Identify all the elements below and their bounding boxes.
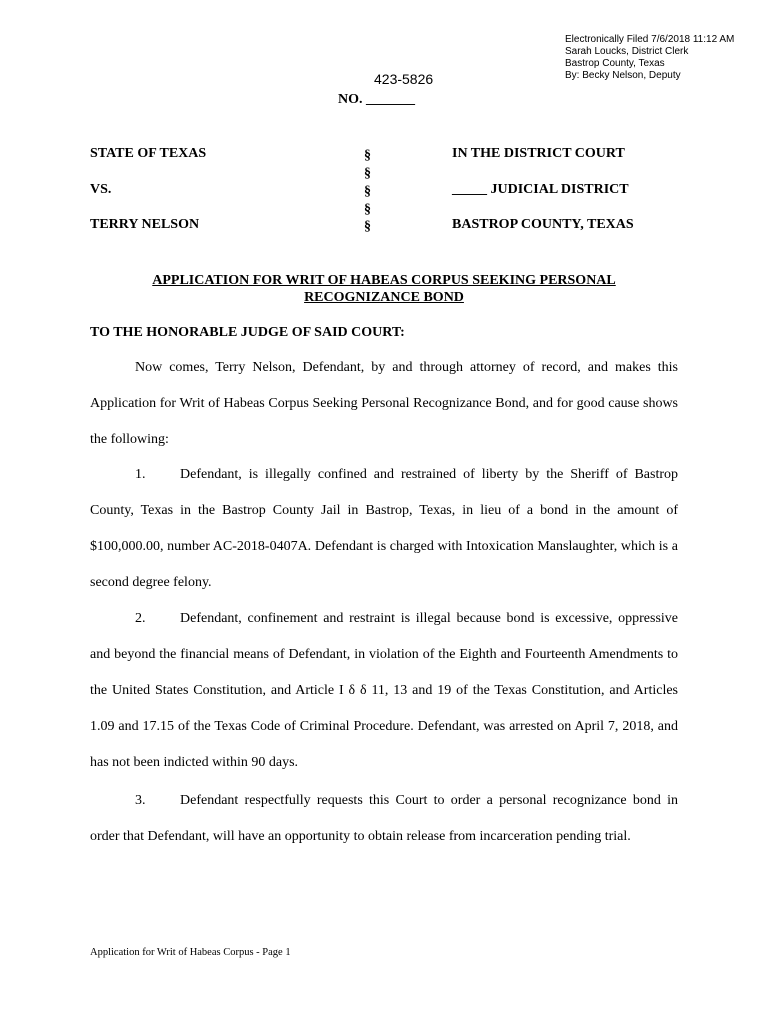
no-label: NO. _______ <box>338 92 415 107</box>
filing-stamp-line: By: Becky Nelson, Deputy <box>565 70 681 81</box>
document-title-line: APPLICATION FOR WRIT OF HABEAS CORPUS SEEKING PERSONAL <box>152 273 616 288</box>
salutation: TO THE HONORABLE JUDGE OF SAID COURT: <box>90 325 405 340</box>
numbered-paragraph <box>90 601 678 781</box>
filing-stamp-line: Sarah Loucks, District Clerk <box>565 46 689 57</box>
intro-text: Now comes, Terry Nelson, Defendant, by and through attorney of record, and makes this Application for Writ of Habeas Corpus Seeking Personal Recognizance Bond, and for good cause shows the following: <box>90 360 678 447</box>
case-number: 423-5826 <box>374 71 434 87</box>
intro-paragraph <box>90 350 678 458</box>
section-symbol: § <box>364 148 371 163</box>
paragraph-text: Defendant, is illegally confined and restrained of liberty by the Sheriff of Bastrop County, Texas in the Bastrop County Jail in Bastrop, Texas, in lieu of a bond in the amount of $100,000.00, number AC-2018-0407A. Defendant is charged with Intoxication Manslaughter, which is a second degree felony. <box>90 467 678 590</box>
section-symbol: § <box>364 184 371 199</box>
section-symbol: § <box>364 202 371 217</box>
paragraph-text: Defendant respectfully requests this Court to order a personal recognizance bond in order that Defendant, will have an opportunity to obtain release from incarceration pending trial. <box>90 793 678 844</box>
section-symbol: § <box>364 219 371 234</box>
caption-district: _____ JUDICIAL DISTRICT <box>452 182 629 197</box>
caption-party-2: TERRY NELSON <box>90 217 200 232</box>
filing-stamp-line: Electronically Filed 7/6/2018 11:12 AM <box>565 34 735 45</box>
caption-county: BASTROP COUNTY, TEXAS <box>452 217 634 232</box>
document-title <box>90 272 678 306</box>
page-footer: Application for Writ of Habeas Corpus - Page 1 <box>90 947 291 958</box>
paragraph-text: Defendant, confinement and restraint is illegal because bond is excessive, oppressive and beyond the financial means of Defendant, in violation of the Eighth and Fourteenth Amendments to the United States Constitution, and Article I δ δ 11, 13 and 19 of the Texas Constitution, and Articles 1.09 and 17.15 of the Texas Code of Criminal Procedure. Defendant, was arrested on April 7, 2018, and has not been indicted within 90 days. <box>90 611 678 770</box>
caption-party-1: STATE OF TEXAS <box>90 146 207 161</box>
paragraph-number: 3. <box>135 793 146 808</box>
section-symbol: § <box>364 166 371 181</box>
caption-court: IN THE DISTRICT COURT <box>452 146 625 161</box>
numbered-paragraph <box>90 457 678 601</box>
filing-stamp <box>565 34 734 82</box>
document-title-line: RECOGNIZANCE BOND <box>304 290 464 305</box>
paragraph-number: 2. <box>135 611 146 626</box>
filing-stamp-line: Bastrop County, Texas <box>565 58 665 69</box>
paragraph-number: 1. <box>135 467 146 482</box>
caption-versus: VS. <box>90 182 112 197</box>
numbered-paragraph <box>90 783 678 855</box>
